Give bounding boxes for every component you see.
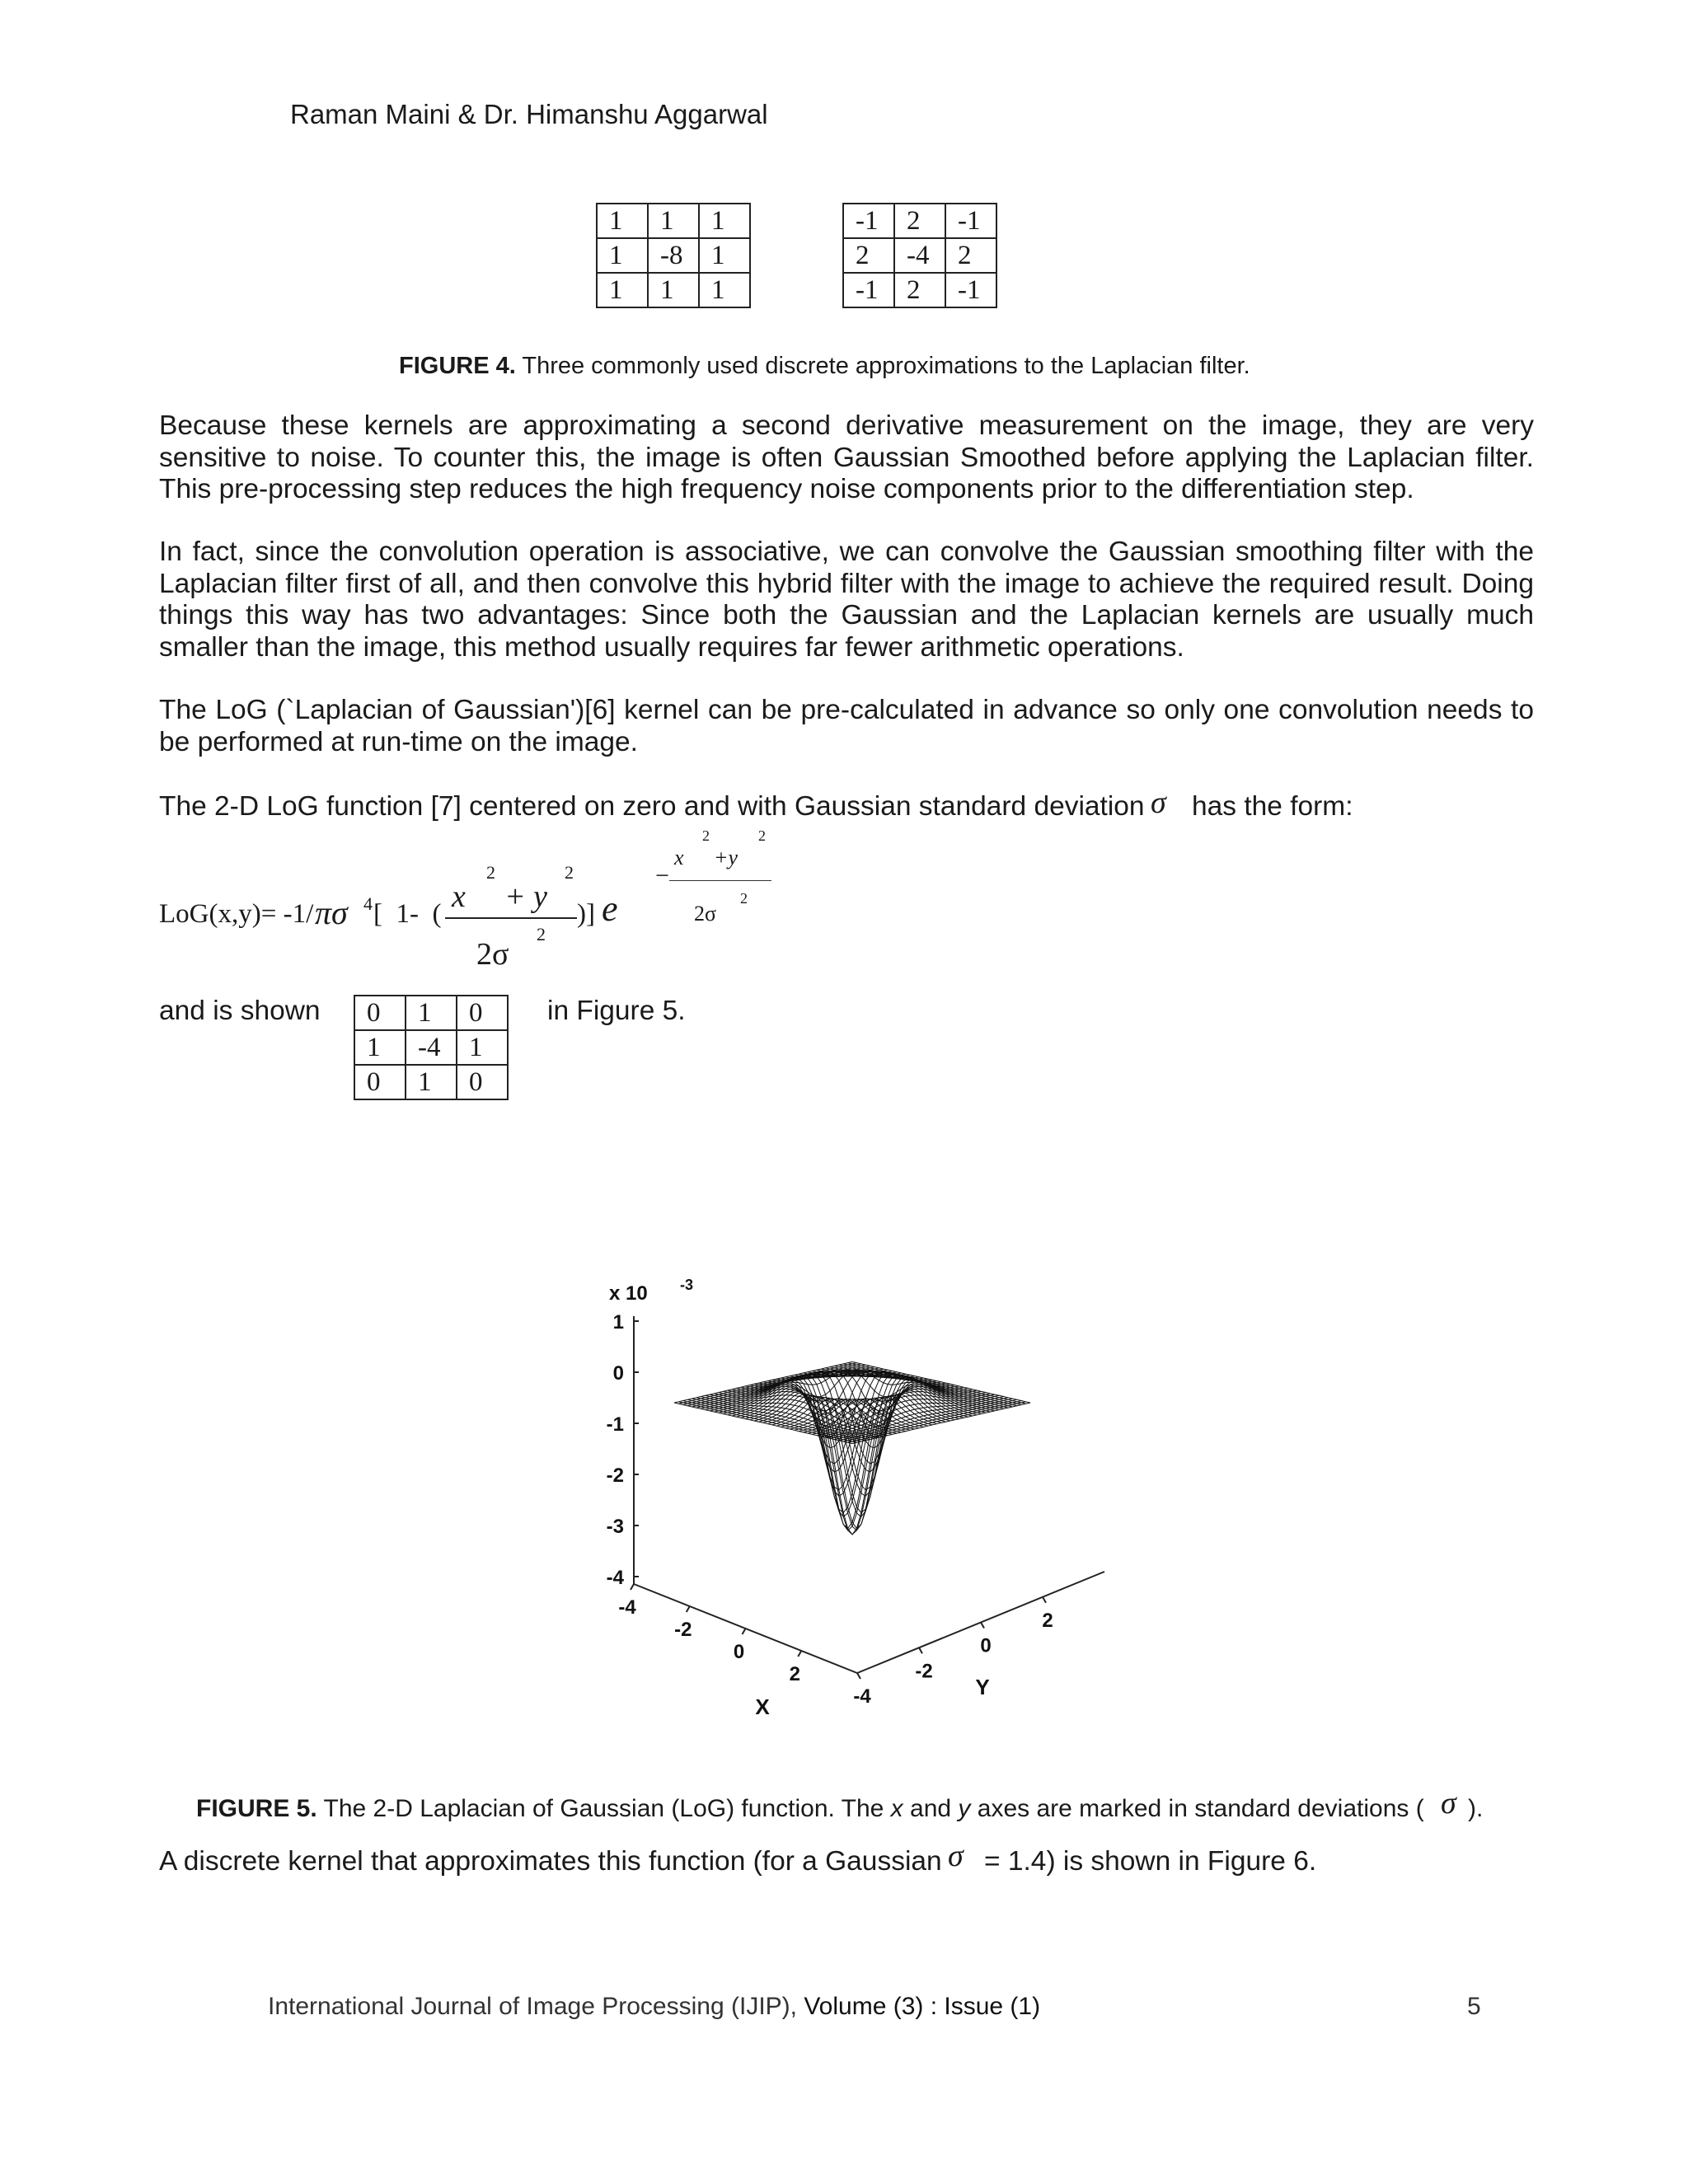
x-axis-label: X xyxy=(755,1694,770,1719)
figure4-caption xyxy=(399,353,1250,380)
kernel-b-cell: 2 xyxy=(894,204,945,238)
x-tick-label: 2 xyxy=(789,1663,800,1685)
formula-exp-minus: − xyxy=(655,862,669,889)
kernel-a-cell: 1 xyxy=(597,238,648,273)
z-tick-label: -1 xyxy=(606,1413,624,1436)
log-kernel-cell: 1 xyxy=(406,1065,457,1099)
formula-exp-x-sq: 2 xyxy=(702,827,710,844)
figure4-caption-text: Three commonly used discrete approximations to the Laplacian filter. xyxy=(522,353,1250,379)
kernel-a-cell: 1 xyxy=(648,204,699,238)
log-kernel-row xyxy=(354,1030,508,1065)
y-tick-mark xyxy=(919,1647,922,1653)
z-tick-label: 0 xyxy=(612,1362,624,1385)
formula-exp-y-sq: 2 xyxy=(758,827,766,844)
log-kernel-row xyxy=(354,996,508,1030)
z-scale-exponent: -3 xyxy=(680,1277,694,1293)
formula-exp-plus-y: +y xyxy=(714,846,738,869)
figure4-caption-label: FIGURE 4. xyxy=(399,353,516,379)
kernel-a-row xyxy=(597,204,750,238)
log-kernel-cell: 0 xyxy=(354,996,406,1030)
paragraph-5-after: = 1.4) is shown in Figure 6. xyxy=(984,1846,1317,1877)
formula-num-y-sq: 2 xyxy=(565,862,574,883)
x-tick-label: -2 xyxy=(674,1619,692,1641)
sigma-symbol: σ xyxy=(1151,785,1166,820)
log-kernel-cell: 1 xyxy=(354,1030,406,1065)
running-header: Raman Maini & Dr. Himanshu Aggarwal xyxy=(290,99,768,129)
figure5-caption-label: FIGURE 5. xyxy=(196,1795,317,1822)
figure5-mesh xyxy=(674,1361,1030,1535)
log-kernel-3x3 xyxy=(354,995,509,1100)
paragraph-4 xyxy=(159,791,1145,823)
kernel-b-cell: -1 xyxy=(843,273,894,307)
log-kernel-cell: 0 xyxy=(354,1065,406,1099)
formula-lhs: LoG(x,y)= -1/ xyxy=(159,899,314,929)
y-tick-label: -2 xyxy=(915,1660,933,1683)
kernel-b-cell: -1 xyxy=(843,204,894,238)
formula-exp-fraction-bar xyxy=(669,880,771,881)
z-tick-label: -4 xyxy=(606,1567,624,1589)
log-kernel-cell: -4 xyxy=(406,1030,457,1065)
figure5-caption-and: and xyxy=(910,1795,952,1822)
formula-power-4: 4 xyxy=(363,893,373,914)
x-tick-mark xyxy=(743,1629,746,1634)
kernel-a-cell: 1 xyxy=(699,204,750,238)
figure4-kernel-a xyxy=(596,203,751,308)
formula-e: e xyxy=(602,888,618,929)
kernel-b-cell: -4 xyxy=(894,238,945,273)
z-scale-label: x 10 xyxy=(609,1282,648,1305)
shown-text-after: in Figure 5. xyxy=(547,996,686,1026)
kernel-a-cell: 1 xyxy=(699,273,750,307)
figure5-labels xyxy=(607,1277,1053,1719)
formula-num-plus-y: + y xyxy=(504,879,548,914)
kernel-a-cell: 1 xyxy=(699,238,750,273)
log-kernel-cell: 1 xyxy=(406,996,457,1030)
kernel-b-row xyxy=(843,204,996,238)
formula-den: 2σ xyxy=(476,937,509,972)
formula-exp-x: x xyxy=(674,846,684,869)
formula-pi-sigma: πσ xyxy=(315,894,348,931)
kernel-b-cell: -1 xyxy=(945,204,996,238)
footer-journal xyxy=(268,1993,1040,2021)
mesh-line xyxy=(674,1403,852,1444)
kernel-b-row xyxy=(843,238,996,273)
log-kernel-cell: 1 xyxy=(457,1030,508,1065)
paragraph-2: In fact, since the convolution operation is associative, we can convolve the Gaussian smoothing filter with the Laplacian filter first of all, and then convolve this hybrid filter with the image to achieve the required result. Doing things this way has two advantages: Since both the Gaussian and the Laplacian kernels are usually much smaller than the image, this method usually requires far fewer arithmetic operations. xyxy=(159,537,1534,663)
kernel-b-cell: 2 xyxy=(894,273,945,307)
paragraph-5-before: A discrete kernel that approximates this function (for a Gaussian xyxy=(159,1846,942,1877)
kernel-b-cell: -1 xyxy=(945,273,996,307)
y-tick-mark xyxy=(1043,1597,1046,1603)
footer-journal-name: International Journal of Image Processing (IJIP), xyxy=(268,1993,797,2020)
figure5-caption-pre: The 2-D Laplacian of Gaussian (LoG) function. The xyxy=(323,1795,884,1822)
kernel-a-cell: 1 xyxy=(597,273,648,307)
formula-den-sq: 2 xyxy=(537,924,546,944)
formula-bracket-open: [ 1- ( xyxy=(373,899,442,929)
figure5-log-surface-plot xyxy=(560,1269,1121,1731)
y-tick-mark xyxy=(981,1623,984,1629)
kernel-a-cell: 1 xyxy=(597,204,648,238)
paragraph-4-end: has the form: xyxy=(1192,791,1353,822)
figure5-caption-y: y xyxy=(958,1795,971,1822)
mesh-line xyxy=(772,1377,950,1517)
figure5-caption xyxy=(196,1795,1424,1823)
log-kernel-row xyxy=(354,1065,508,1099)
figure5-caption-x: x xyxy=(890,1795,903,1822)
paragraph-4-text: The 2-D LoG function [7] centered on zero and with Gaussian standard deviation xyxy=(159,791,1145,822)
kernel-a-cell: -8 xyxy=(648,238,699,273)
formula-fraction-bar xyxy=(445,917,577,919)
kernel-a-row xyxy=(597,238,750,273)
x-tick-mark xyxy=(631,1584,634,1590)
mesh-line xyxy=(687,1399,865,1441)
figure5-caption-sigma: σ xyxy=(1441,1786,1456,1821)
formula-bracket-close: )] xyxy=(577,899,595,929)
x-tick-mark xyxy=(687,1606,690,1612)
kernel-b-cell: 2 xyxy=(843,238,894,273)
z-tick-label: -3 xyxy=(606,1516,624,1538)
paragraph-1: Because these kernels are approximating a second derivative measurement on the image, they are very sensitive to noise. To counter this, the image is often Gaussian Smoothed before applying the Laplacian filter. This pre-processing step reduces the high frequency noise components prior to the differentiation step. xyxy=(159,410,1534,504)
kernel-a-row xyxy=(597,273,750,307)
formula-exp-den-sq: 2 xyxy=(740,890,748,907)
mesh-line xyxy=(852,1403,1030,1444)
y-tick-label: 0 xyxy=(980,1634,992,1657)
z-tick-label: 1 xyxy=(612,1311,624,1333)
paragraph-3: The LoG (`Laplacian of Gaussian')[6] kernel can be pre-calculated in advance so only one convolution needs to be performed at run-time on the image. xyxy=(159,695,1534,757)
log-kernel-cell: 0 xyxy=(457,1065,508,1099)
formula-num-x: x xyxy=(452,879,466,914)
formula-exp-den: 2σ xyxy=(694,902,717,926)
y-axis-label: Y xyxy=(975,1675,990,1699)
footer-page-number: 5 xyxy=(1467,1993,1481,2020)
figure5-caption-close: ). xyxy=(1468,1795,1484,1822)
y-tick-label: -4 xyxy=(853,1685,871,1708)
mesh-line xyxy=(754,1377,932,1517)
paragraph-5-sigma: σ xyxy=(948,1839,964,1873)
y-tick-label: 2 xyxy=(1042,1609,1053,1632)
formula-num-x-sq: 2 xyxy=(486,862,495,883)
kernel-b-cell: 2 xyxy=(945,238,996,273)
x-tick-mark xyxy=(798,1651,801,1657)
x-tick-label: -4 xyxy=(618,1596,636,1619)
figure5-caption-post: axes are marked in standard deviations ( xyxy=(977,1795,1424,1822)
figure4-kernel-b xyxy=(842,203,997,308)
footer-volume: Volume (3) : Issue (1) xyxy=(804,1993,1041,2020)
kernel-b-row xyxy=(843,273,996,307)
mesh-line xyxy=(839,1399,1017,1441)
z-tick-label: -2 xyxy=(606,1465,624,1487)
kernel-a-cell: 1 xyxy=(648,273,699,307)
log-kernel-cell: 0 xyxy=(457,996,508,1030)
x-tick-label: 0 xyxy=(733,1641,745,1663)
shown-text-before: and is shown xyxy=(159,996,321,1026)
y-tick-mark xyxy=(857,1673,860,1679)
